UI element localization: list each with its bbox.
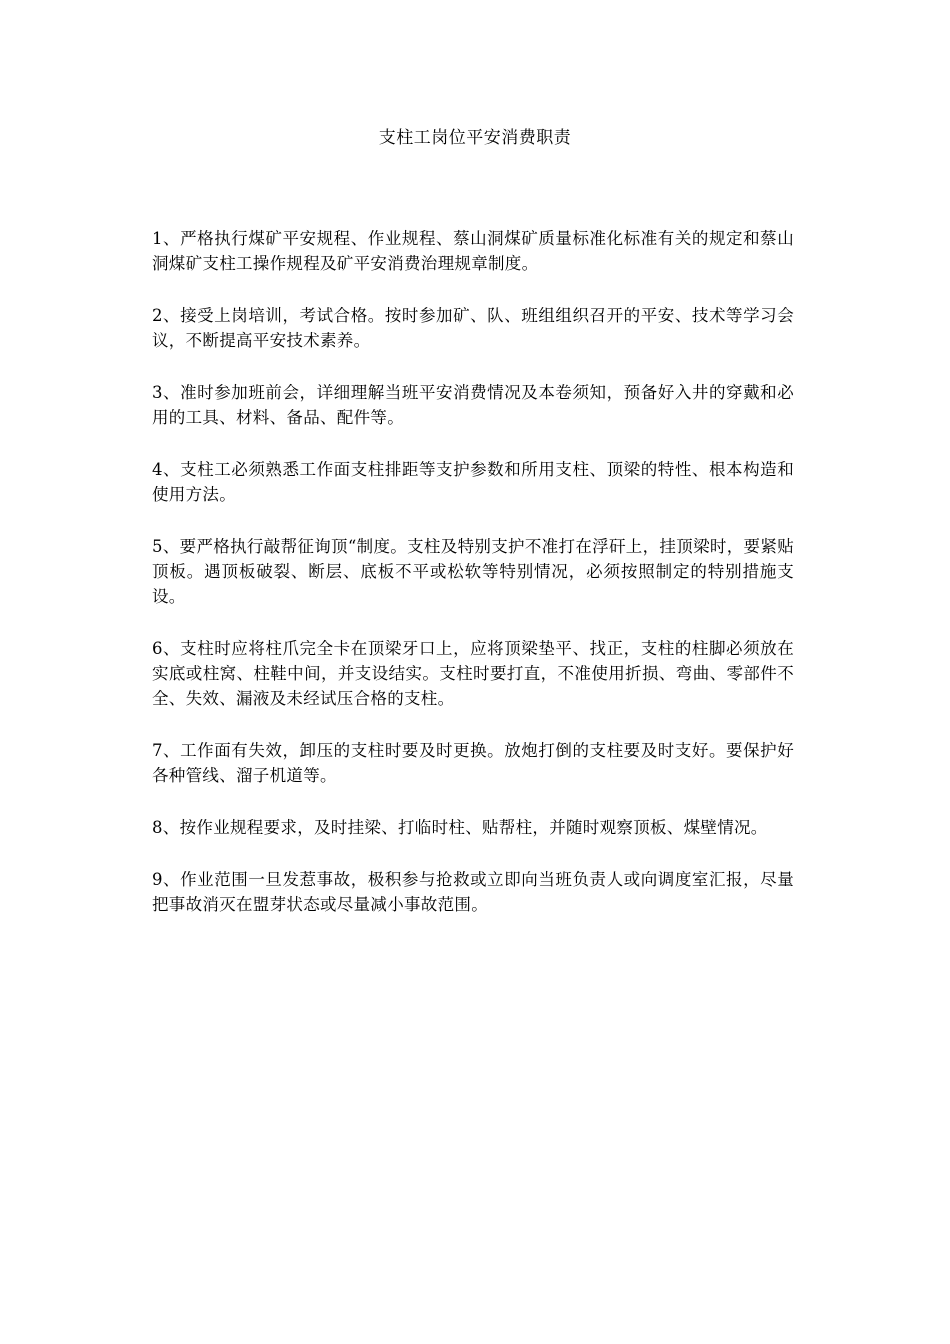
paragraph-3: 3、准时参加班前会，详细理解当班平安消费情况及本卷须知，预备好入井的穿戴和必用的工具、材料、备品、配件等。 [152,383,794,427]
document-body [152,226,794,944]
paragraph-2: 2、接受上岗培训，考试合格。按时参加矿、队、班组组织召开的平安、技术等学习会议，不断提高平安技术素养。 [152,306,794,350]
paragraph-7: 7、工作面有失效，卸压的支柱时要及时更换。放炮打倒的支柱要及时支好。要保护好各种管线、溜子机道等。 [152,741,794,785]
paragraph-6: 6、支柱时应将柱爪完全卡在顶梁牙口上，应将顶梁垫平、找正，支柱的柱脚必须放在实底或柱窝、柱鞋中间，并支设结实。支柱时要打直，不准使用折损、弯曲、零部件不全、失效、漏液及未经试压合格的支柱。 [152,639,794,708]
paragraph-1: 1、严格执行煤矿平安规程、作业规程、蔡山洞煤矿质量标准化标准有关的规定和蔡山洞煤矿支柱工操作规程及矿平安消费治理规章制度。 [152,229,794,273]
paragraph-9: 9、作业范围一旦发惹事故，极积参与抢救或立即向当班负责人或向调度室汇报，尽量把事故消灭在盟芽状态或尽量减小事故范围。 [152,870,794,914]
document-title: 支柱工岗位平安消费职责 [378,128,572,148]
paragraph-8: 8、按作业规程要求，及时挂梁、打临时柱、贴帮柱，并随时观察顶板、煤壁情况。 [152,818,768,837]
paragraph-4: 4、支柱工必须熟悉工作面支柱排距等支护参数和所用支柱、顶梁的特性、根本构造和使用方法。 [152,460,794,504]
paragraph-5: 5、要严格执行敲帮征询顶“制度。支柱及特别支护不准打在浮矸上，挂顶梁时，要紧贴顶板。遇顶板破裂、断层、底板不平或松软等特别情况，必须按照制定的特别措施支设。 [152,537,794,606]
